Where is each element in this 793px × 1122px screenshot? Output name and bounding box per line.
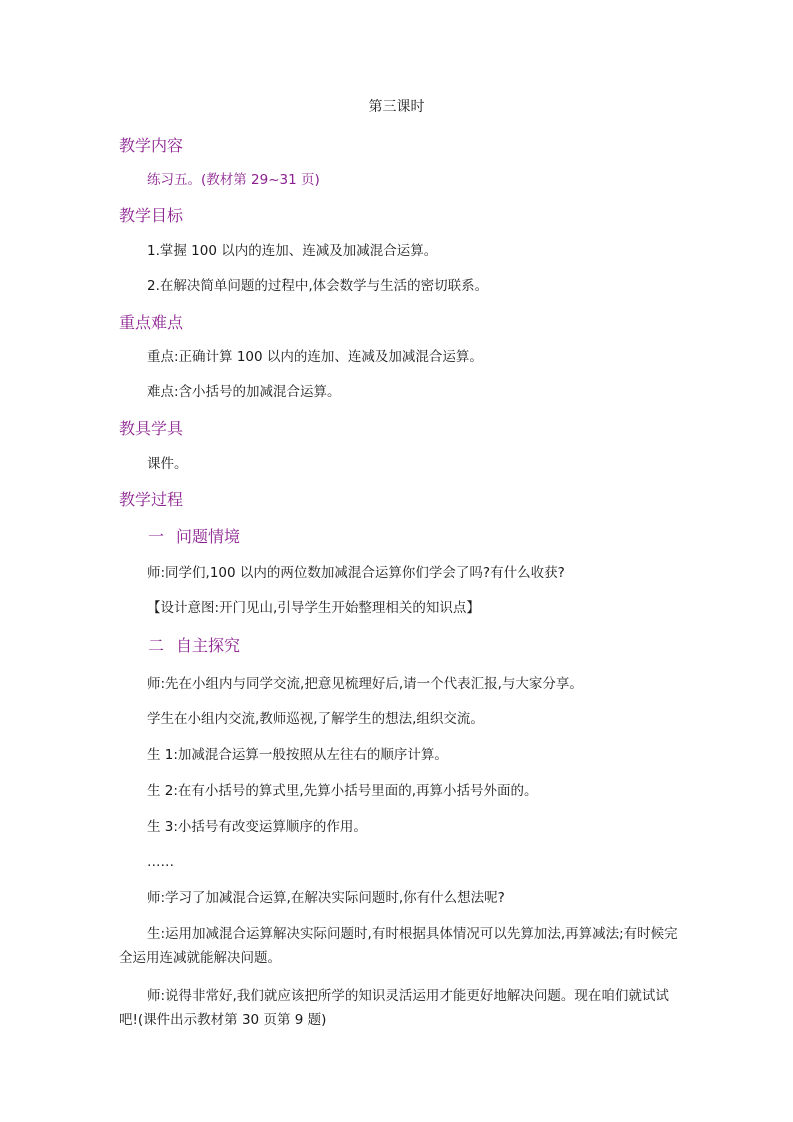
section-heading-process: 教学过程 (119, 490, 184, 509)
page-title: 第三课时 (368, 99, 425, 115)
key-point-item: 重点:正确计算 100 以内的连加、连减及加减混合运算。 (147, 349, 483, 365)
process-paragraph: 生 1:加减混合运算一般按照从左往右的顺序计算。 (147, 747, 448, 763)
section-heading-content: 教学内容 (119, 136, 184, 155)
section-heading-goals: 教学目标 (119, 206, 184, 225)
part-number: 一 (148, 527, 165, 546)
goal-item: 1.掌握 100 以内的连加、连减及加减混合运算。 (147, 243, 438, 259)
key-point-item: 难点:含小括号的加减混合运算。 (147, 384, 341, 400)
process-paragraph: 师:学习了加减混合运算,在解决实际问题时,你有什么想法呢? (147, 890, 505, 906)
process-paragraph-multiline: 师:说得非常好,我们就应该把所学的知识灵活运用才能更好地解决问题。现在咱们就试试吧!(课件出示教材第 30 页第 9 题) (119, 988, 669, 1028)
process-paragraph: 师:同学们,100 以内的两位数加减混合运算你们学会了吗?有什么收获? (147, 565, 565, 581)
process-paragraph: 生 3:小括号有改变运算顺序的作用。 (147, 819, 367, 835)
process-part-2-heading (148, 635, 240, 657)
process-paragraph: 生 2:在有小括号的算式里,先算小括号里面的,再算小括号外面的。 (147, 783, 538, 799)
ellipsis-text: …… (147, 854, 174, 870)
design-intent-note: 【设计意图:开门见山,引导学生开始整理相关的知识点】 (147, 600, 480, 616)
goal-item: 2.在解决简单问题的过程中,体会数学与生活的密切联系。 (147, 278, 489, 294)
process-paragraph-multiline: 生:运用加减混合运算解决实际问题时,有时根据具体情况可以先算加法,再算减法;有时候完全运用连减就能解决问题。 (119, 926, 678, 966)
process-paragraph: 师:先在小组内与同学交流,把意见梳理好后,请一个代表汇报,与大家分享。 (147, 676, 583, 692)
tools-text: 课件。 (147, 456, 188, 472)
part-label: 自主探究 (176, 636, 241, 655)
part-label: 问题情境 (176, 527, 241, 546)
section-heading-key-points: 重点难点 (119, 313, 184, 332)
part-number: 二 (148, 636, 165, 655)
content-text: 练习五。(教材第 29~31 页) (147, 172, 320, 188)
section-heading-tools: 教具学具 (119, 419, 184, 438)
process-paragraph: 学生在小组内交流,教师巡视,了解学生的想法,组织交流。 (147, 711, 484, 727)
process-part-1-heading (148, 526, 240, 548)
